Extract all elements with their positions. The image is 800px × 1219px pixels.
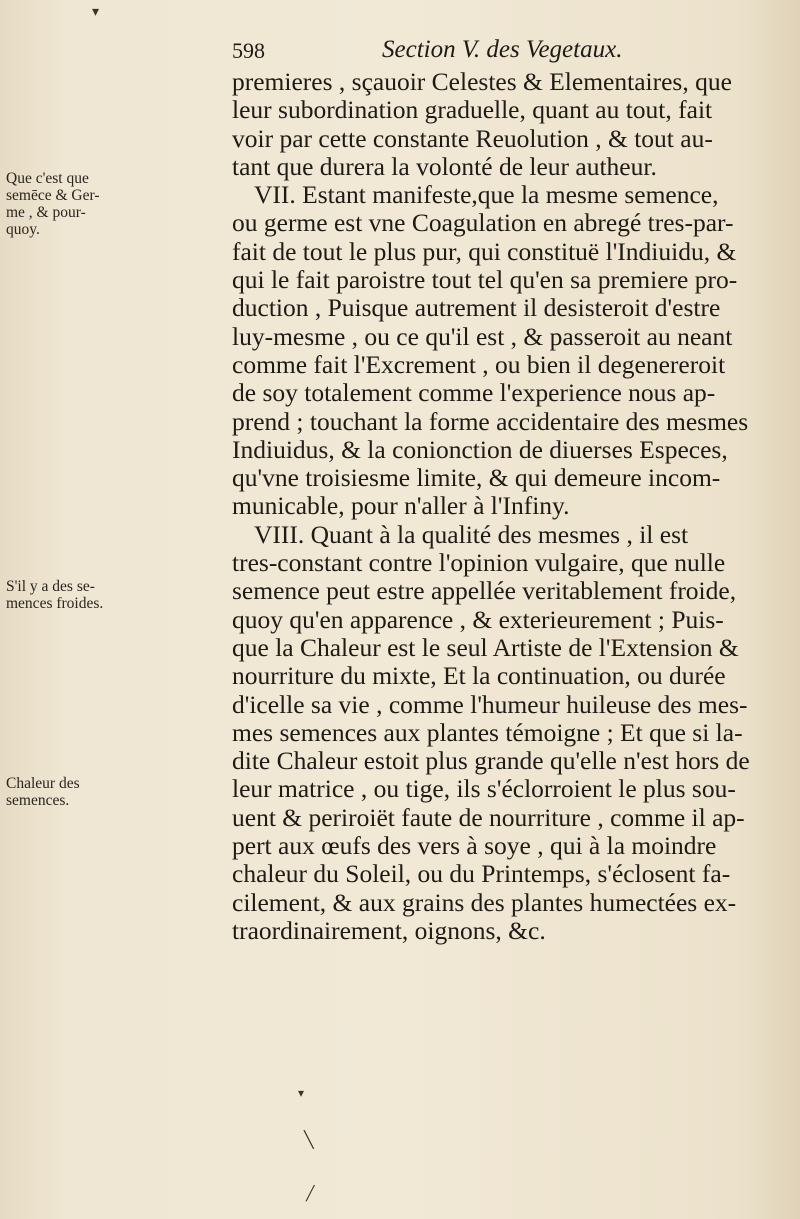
- body-line: leur matrice , ou tige, ils s'éclorroient le plus sou-: [232, 775, 736, 804]
- margin-note: [6, 775, 224, 809]
- body-line: chaleur du Soleil, ou du Printemps, s'éclosent fa-: [232, 860, 731, 889]
- body-line: municable, pour n'aller à l'Infiny.: [232, 492, 570, 521]
- body-line: voir par cette constante Reuolution , & tout au-: [232, 124, 713, 153]
- body-text: [232, 68, 772, 945]
- body-line: pert aux œufs des vers à soye , qui à la moindre: [232, 832, 717, 861]
- body-line: premieres , sçauoir Celestes & Elementaires, que: [232, 68, 732, 96]
- margin-note-line: me , & pour-: [6, 204, 86, 221]
- margin-note-line: S'il y a des se-: [6, 578, 95, 595]
- margin-note-line: Que c'est que: [6, 170, 89, 187]
- body-line: duction , Puisque autrement il desisteroit d'estre: [232, 294, 721, 323]
- body-line: quoy qu'en apparence , & exterieurement ; Puis-: [232, 605, 724, 634]
- margin-note-line: quoy.: [6, 221, 40, 238]
- body-line: Indiuidus, & la conionction de diuerses Especes,: [232, 435, 728, 464]
- body-line: nourriture du mixte, Et la continuation, ou durée: [232, 662, 726, 691]
- body-line: luy-mesme , ou ce qu'il est , & passeroit au neant: [232, 322, 733, 351]
- body-line: de soy totalement comme l'experience nous ap-: [232, 379, 716, 408]
- ink-mark-icon: ▾: [92, 4, 100, 20]
- ink-mark-icon: ▾: [298, 1086, 305, 1100]
- body-line: tres-constant contre l'opinion vulgaire, que nulle: [232, 549, 726, 578]
- body-line: tant que durera la volonté de leur autheur.: [232, 152, 657, 181]
- margin-note: [6, 578, 224, 612]
- body-line: d'icelle sa vie , comme l'humeur huileuse des mes-: [232, 690, 748, 719]
- margin-note-line: semences.: [6, 792, 70, 809]
- body-line: que la Chaleur est le seul Artiste de l'Extension &: [232, 633, 739, 662]
- body-line: fait de tout le plus pur, qui constituë l'Indiuidu, &: [232, 237, 737, 266]
- body-line: traordinairement, oignons, &c.: [232, 916, 546, 945]
- body-line: leur subordination graduelle, quant au tout, fait: [232, 96, 713, 125]
- body-line: qui le fait paroistre tout tel qu'en sa premiere pro-: [232, 266, 738, 295]
- paragraph-start-line: VII. Estant manifeste,que la mesme semence,: [254, 181, 719, 210]
- body-line: qu'vne troisiesme limite, & qui demeure incom-: [232, 464, 721, 493]
- running-title: Section V. des Vegetaux.: [382, 36, 623, 63]
- stray-stroke-icon: ╱: [306, 1186, 315, 1202]
- body-line: cilement, & aux grains des plantes humectées ex-: [232, 888, 737, 917]
- margin-note: [6, 170, 224, 238]
- margin-note-line: Chaleur des: [6, 775, 80, 792]
- body-line: comme fait l'Excrement , ou bien il degenereroit: [232, 350, 726, 379]
- paragraph-start-line: VIII. Quant à la qualité des mesmes , il est: [254, 520, 689, 549]
- body-line: uent & periroiët faute de nourriture , comme il ap-: [232, 803, 745, 832]
- body-line: dite Chaleur estoit plus grande qu'elle n'est hors de: [232, 747, 750, 776]
- body-line: prend ; touchant la forme accidentaire des mesmes: [232, 407, 749, 436]
- body-line: ou germe est vne Coagulation en abregé tres-par-: [232, 209, 734, 238]
- stray-stroke-icon: ╲: [304, 1130, 314, 1149]
- body-line: mes semences aux plantes témoigne ; Et que si la-: [232, 718, 743, 747]
- margin-note-line: mences froides.: [6, 595, 104, 612]
- margin-note-line: semēce & Ger-: [6, 187, 100, 204]
- page-header: [232, 36, 772, 70]
- page-number: 598: [232, 38, 265, 63]
- body-line: semence peut estre appellée veritablement froide,: [232, 577, 737, 606]
